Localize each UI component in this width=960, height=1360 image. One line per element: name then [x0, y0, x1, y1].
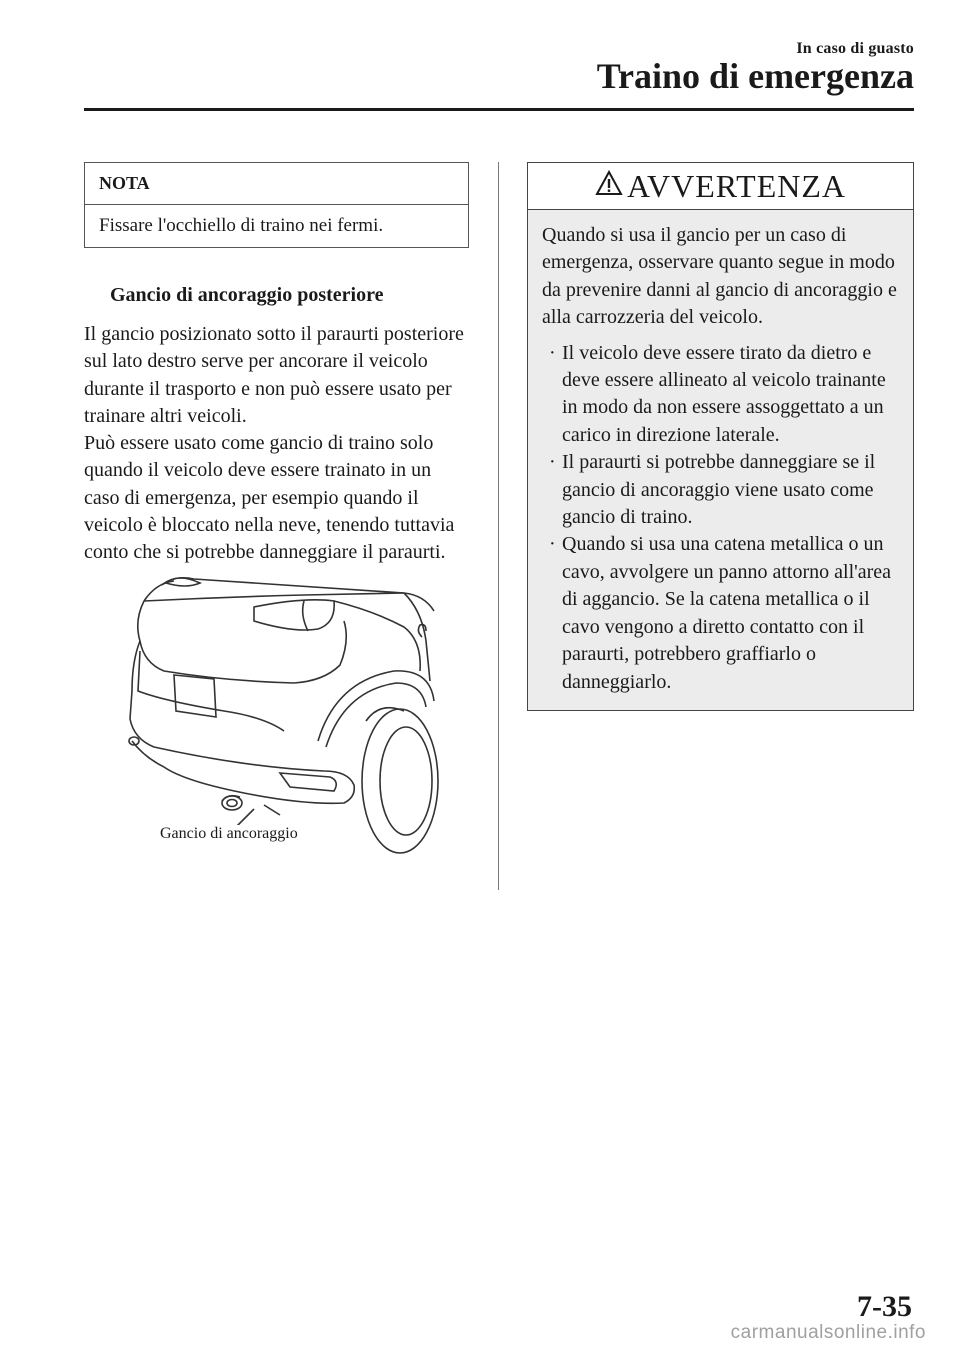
bullet-text: Quando si usa una catena metallica o un cavo, avvolgere un panno attorno all'area di aggancio. Se la catena metallica o il cavo vengono a diretto contatto con il paraurti, potrebbero graffiarlo o danneggiarlo. [562, 533, 892, 693]
bullet-text: Il veicolo deve essere tirato da dietro e deve essere allineato al veicolo trainante in modo da non essere assoggettato a un carico in direzione laterale. [562, 341, 886, 446]
warning-bullets [542, 340, 899, 696]
list-item [542, 531, 899, 695]
car-drawing [104, 571, 464, 861]
list-item [542, 449, 899, 531]
watermark: carmanualsonline.info [730, 1322, 926, 1343]
warning-box [527, 162, 914, 711]
subheading: Gancio di ancoraggio posteriore [110, 284, 384, 306]
warning-title: AVVERTENZA [626, 167, 847, 204]
paragraph: Può essere usato come gancio di traino solo quando il veicolo deve essere trainato in un caso di emergenza, per esempio quando il veicolo è bloccato nella neve, tenendo tuttavia conto che si potrebbe danneggiare il paraurti. [84, 432, 455, 564]
bullet-mark: · [549, 341, 556, 364]
right-column [527, 162, 914, 711]
figure-label: Gancio di ancoraggio [160, 824, 298, 842]
body-text [84, 321, 469, 567]
warning-body [528, 210, 913, 710]
bullet-text: Il paraurti si potrebbe danneggiare se il gancio di ancoraggio viene usato come gancio di traino. [562, 451, 876, 529]
warning-intro: Quando si usa il gancio per un caso di emergenza, osservare quanto segue in modo da prevenire danni al gancio di ancoraggio e alla carrozzeria del veicolo. [542, 224, 897, 329]
list-item [542, 340, 899, 450]
column-divider [498, 162, 499, 890]
page-number: 7-35 [857, 1290, 912, 1323]
warning-triangle-icon [595, 170, 623, 196]
warning-header [528, 163, 913, 210]
rear-car-illustration [104, 571, 464, 861]
page-header [597, 40, 914, 96]
section-title: In caso di guasto [796, 40, 914, 57]
left-column [84, 162, 469, 861]
note-text: Fissare l'occhiello di traino nei fermi. [99, 215, 384, 236]
chapter-title: Traino di emergenza [596, 56, 914, 96]
note-label: NOTA [85, 163, 468, 205]
paragraph: Il gancio posizionato sotto il paraurti posteriore sul lato destro serve per ancorare il veicolo durante il trasporto e non può essere usato per trainare altri veicoli. [84, 323, 464, 427]
bullet-mark: · [549, 533, 556, 556]
bullet-mark: · [549, 451, 556, 474]
header-rule [84, 108, 914, 111]
note-box [84, 162, 469, 248]
